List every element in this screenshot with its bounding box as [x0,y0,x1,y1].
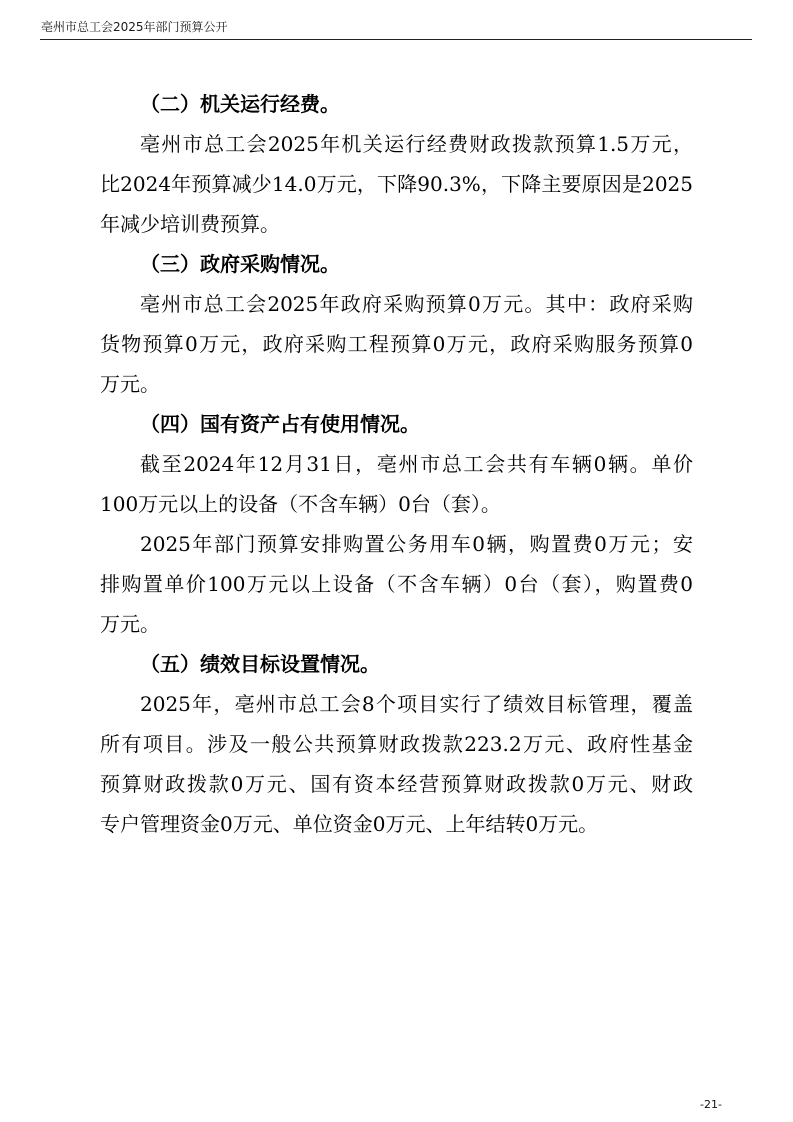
paragraph [100,684,693,844]
paragraph [100,124,693,244]
paragraph-line: 比2024年预算减少14.0万元，下降90.3%，下降主要原因是2025 [100,172,693,196]
paragraph-line: 年减少培训费预算。 [100,212,280,236]
paragraph-line: 货物预算0万元，政府采购工程预算0万元，政府采购服务预算0 [100,332,693,356]
paragraph-line: 排购置单价100万元以上设备（不含车辆）0台（套），购置费0 [100,572,693,596]
paragraph-line: 2025年部门预算安排购置公务用车0辆，购置费0万元；安 [140,532,693,556]
paragraph-line: 预算财政拨款0万元、国有资本经营预算财政拨款0万元、财政 [100,772,693,796]
paragraph [100,444,693,524]
section-government-procurement [100,244,693,404]
section-heading: （四）国有资产占有使用情况。 [140,412,420,436]
paragraph-line: 所有项目。涉及一般公共预算财政拨款223.2万元、政府性基金 [100,732,693,756]
running-header-title: 亳州市总工会2025年部门预算公开 [41,20,228,34]
section-heading: （三）政府采购情况。 [140,252,340,276]
paragraph [100,284,693,404]
paragraph-line: 截至2024年12月31日，亳州市总工会共有车辆0辆。单价 [140,452,693,476]
section-operating-expenses [100,84,693,244]
paragraph-line: 亳州市总工会2025年政府采购预算0万元。其中：政府采购 [140,292,693,316]
paragraph-line: 2025年，亳州市总工会8个项目实行了绩效目标管理，覆盖 [140,692,693,716]
paragraph-line: 专户管理资金0万元、单位资金0万元、上年结转0万元。 [100,812,599,836]
paragraph-line: 100万元以上的设备（不含车辆）0台（套）。 [100,492,501,516]
section-performance-goals [100,644,693,844]
section-heading: （二）机关运行经费。 [140,92,340,116]
header-divider [40,39,752,40]
page-number: -21- [700,1098,722,1111]
paragraph [100,524,693,644]
section-heading: （五）绩效目标设置情况。 [140,652,380,676]
paragraph-line: 亳州市总工会2025年机关运行经费财政拨款预算1.5万元， [140,132,693,156]
section-state-assets [100,404,693,644]
paragraph-line: 万元。 [100,372,160,396]
document-body [100,84,693,844]
paragraph-line: 万元。 [100,612,160,636]
